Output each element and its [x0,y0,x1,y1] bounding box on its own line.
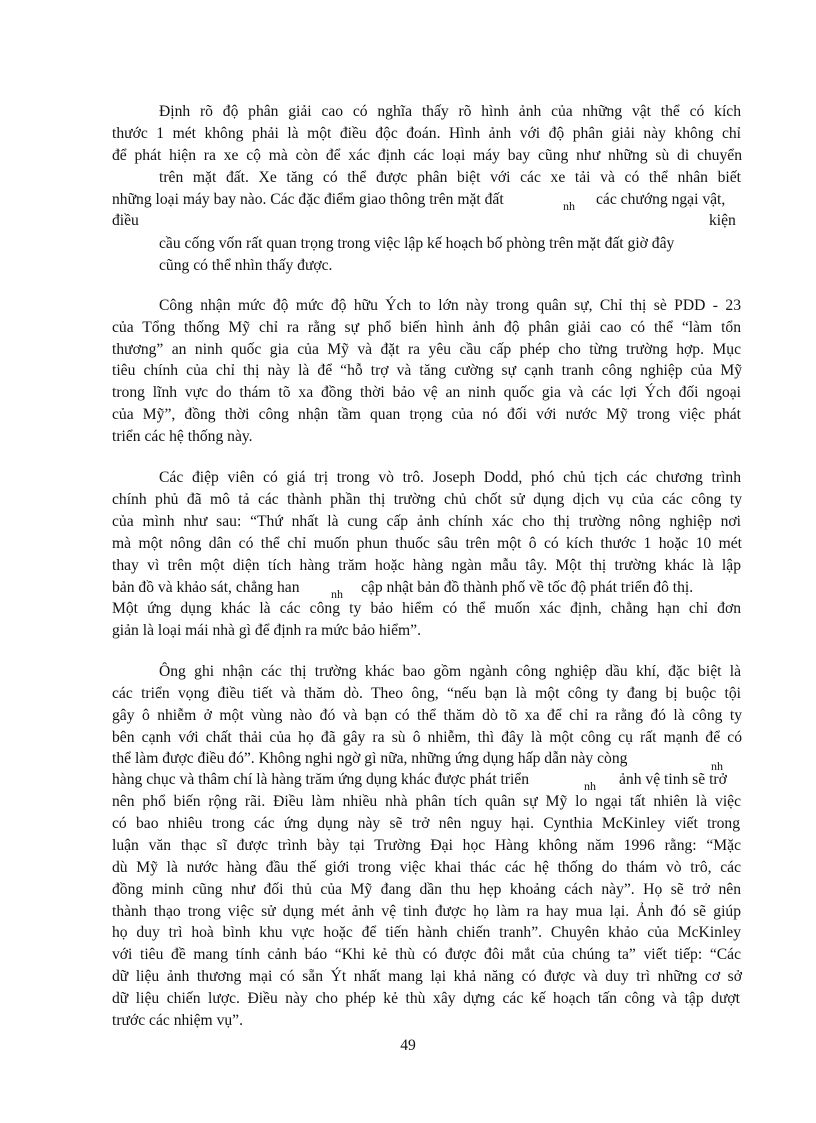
text-line: giản là loại mái nhà gì để định ra mức bảo hiểm”. [112,622,421,639]
text-line: trước các nhiệm vụ”. [112,1012,243,1029]
text-line: trong lĩnh vực do thám tõ xa đồng thời bảo vệ an ninh quốc gia và các lợi Ých đối ngoại [112,384,741,401]
text-line: Một ứng dụng khác là các công ty bảo hiểm có thể muốn xác định, chẳng hạn chỉ đơn [112,600,741,617]
text-line: triển các hệ thống này. [112,428,253,445]
text-line: những loại máy bay nào. Các đặc điểm giao thông trên mặt đất [112,191,504,208]
text-line: các chướng ngại vật, [596,191,726,208]
text-line: họ duy trì hoà bình khu vực hoặc để tiến hành chiến tranh”. Chuyên khảo của McKinley [112,924,741,941]
text-line: trên mặt đất. Xe tăng có thể được phân biệt với các xe tải và có thể nhân biết [159,169,741,186]
text-line: thay vì trên một diện tích hàng trăm hoặc hàng ngàn mẫu tây. Một thị trường khác là lập [112,557,741,574]
text-line: của Tổng thống Mỹ chỉ ra rằng sự phổ biến hình ảnh độ phân giải cao có thể “làm tổn [112,319,741,336]
text-line: chính phủ đã mô tả các thành phần thị trường chủ chốt sử dụng dịch vụ của các công ty [112,491,742,508]
text-line: dữ liệu ảnh thương mại có sẵn Ýt nhất mang lại khả năng có được và duy trì những cơ sở [112,968,742,985]
page-number: 49 [400,1037,416,1054]
text-fragment: nh [563,199,575,213]
text-line: hàng chục và thâm chí là hàng trăm ứng dụng khác được phát triển [112,771,530,788]
text-line: Các điệp viên có giá trị trong vò trô. Joseph Dodd, phó chủ tịch các chương trình [159,469,741,486]
text-line: có bao nhiêu trong các ứng dụng này sẽ trở nên nguy hại. Cynthia McKinley viết trong [112,815,740,832]
text-line: đồng minh cũng như đối thủ của Mỹ đang dần thu hẹp khoảng cách này”. Họ sẽ trở nên [112,881,741,898]
text-line: Công nhận mức độ mức độ hữu Ých to lớn này trong quân sự, Chỉ thị sè PDD - 23 [159,297,741,314]
text-line: gây ô nhiễm ở một vùng nào đó và bạn có thể thăm dò tõ xa để chỉ ra rằng đó là công ty [112,707,742,724]
text-line: Ông ghi nhận các thị trường khác bao gồm ngành công nghiệp dầu khí, đặc biệt là [159,663,741,680]
text-line: để phát hiện ra xe cộ mà còn để xác định các loại máy bay cũng như những sù di chuyển [112,147,742,164]
text-line: tiêu chính của chỉ thị này là để “hỗ trợ và tăng cường sự cạnh tranh công nghiệp của Mỹ [112,362,742,379]
text-fragment: nh [584,779,596,793]
text-line: điều [112,212,139,229]
text-line: với tiêu đề mang tính cảnh báo “Khi kẻ thù có được đôi mắt của chúng ta” viết tiếp: “Các [112,946,741,963]
text-line: mà một nông dân có thể chỉ muốn phun thuốc sâu trên một ô có kích thước 1 hoặc 10 mét [112,535,742,552]
text-line: thể làm được điều đó”. Không nghi ngờ gì nữa, những ứng dụng hấp dẫn này còng [112,750,628,767]
text-fragment: nh [711,759,723,773]
text-line: thương” an ninh quốc gia của Mỹ và đặt ra yêu cầu cấp phép cho từng trường hợp. Mục [112,341,741,358]
text-line: nên phổ biến rộng rãi. Điều làm nhiều nhà phân tích quân sự Mỹ lo ngại tất nhiên là việc [112,793,741,810]
text-line: thành thạo trong việc sử dụng mét ảnh vệ tinh được họ làm ra hay mua lại. Ảnh đó sẽ giúp [112,903,741,920]
text-line: luận văn thạc sĩ được trình bày tại Trường Đại học Hàng không năm 1996 rằng: “Mặc [112,837,741,854]
text-line: bản đồ và khảo sát, chẳng han [112,579,300,596]
text-line: cũng có thể nhìn thấy được. [159,257,333,274]
text-line: bên cạnh với chất thải của họ đã gây ra sù ô nhiễm, thì đây là một công cụ rất mạnh để có [112,729,742,746]
text-line: kiện [709,212,736,229]
text-line: dữ liệu chiến lược. Điều này cho phép kẻ thù xây dựng các kế hoạch tấn công và tập dượt [112,990,740,1007]
text-line: ảnh vệ tinh sẽ trở [619,771,727,788]
text-fragment: nh [331,587,343,601]
text-line: của Mỹ”, đồng thời công nhận tầm quan trọng của nó đối với nước Mỹ trong việc phát [112,406,741,423]
text-line: của mình như sau: “Thứ nhất là cung cấp ảnh chính xác cho thị trường nông nghiệp nơi [112,513,741,530]
text-line: dù Mỹ là nước hàng đầu thế giới trong việc khai thác các hệ thống do thám vò trô, các [112,859,741,876]
text-line: cầu cống vốn rất quan trọng trong việc lập kế hoạch bố phòng trên mặt đất giờ đây [159,235,675,252]
text-line: Định rõ độ phân giải cao có nghĩa thấy rõ hình ảnh của những vật thể có kích [159,103,741,120]
text-line: các triển vọng điều tiết và thăm dò. Theo ông, “nếu bạn là một công ty đang bị buộc tội [112,685,741,702]
text-line: thước 1 mét không phải là một điều độc đoán. Hình ảnh với độ phân giải này không chỉ [112,125,741,142]
text-line: cập nhật bản đồ thành phố về tốc độ phát triển đô thị. [361,579,694,596]
